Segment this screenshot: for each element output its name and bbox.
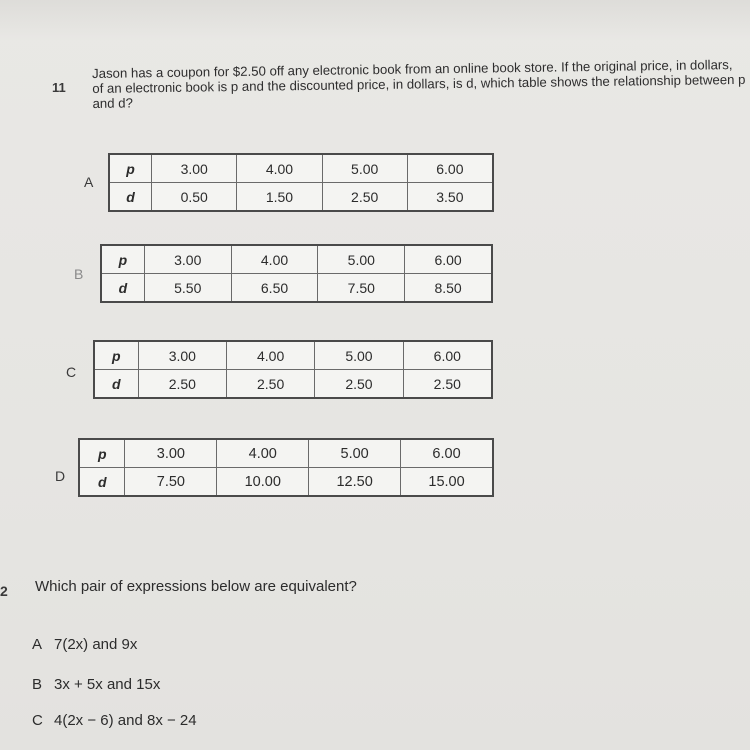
table-row <box>94 370 492 399</box>
question-11-number: 11 <box>52 80 66 95</box>
table-row <box>109 154 493 183</box>
d-cell: 2.50 <box>322 183 407 212</box>
answer-a[interactable] <box>32 636 137 653</box>
p-cell: 4.00 <box>237 154 322 183</box>
d-cell: 5.50 <box>144 274 231 303</box>
answer-b-letter: B <box>32 676 43 693</box>
p-cell: 6.00 <box>407 154 493 183</box>
option-d-table[interactable] <box>78 438 494 497</box>
answer-a-letter: A <box>32 636 43 653</box>
p-cell: 5.00 <box>315 341 403 370</box>
d-cell: 6.50 <box>231 274 318 303</box>
p-cell: 5.00 <box>318 245 405 274</box>
p-cell: 4.00 <box>231 245 318 274</box>
table-row <box>79 439 493 468</box>
p-cell: 3.00 <box>138 341 226 370</box>
d-cell: 2.50 <box>315 370 403 399</box>
table-row <box>101 274 492 303</box>
answer-c[interactable] <box>32 712 197 729</box>
p-cell: 6.00 <box>405 245 492 274</box>
d-cell: 3.50 <box>407 183 493 212</box>
answer-c-letter: C <box>32 712 43 729</box>
p-cell: 3.00 <box>144 245 231 274</box>
d-cell: 0.50 <box>152 183 237 212</box>
table-row <box>109 183 493 212</box>
option-b-table[interactable] <box>100 244 493 303</box>
d-cell: 12.50 <box>309 468 401 497</box>
d-cell: 8.50 <box>405 274 492 303</box>
d-label: d <box>94 370 138 399</box>
p-cell: 4.00 <box>226 341 314 370</box>
d-label: d <box>101 274 144 303</box>
d-cell: 7.50 <box>318 274 405 303</box>
question-12-number: 2 <box>0 583 8 599</box>
d-cell: 7.50 <box>125 468 217 497</box>
d-cell: 2.50 <box>226 370 314 399</box>
answer-b[interactable] <box>32 676 160 693</box>
option-c-letter[interactable]: C <box>66 364 77 380</box>
p-label: p <box>79 439 125 468</box>
question-11-text: Jason has a coupon for $2.50 off any electronic book from an online book store. If the original price, in dollars, of an electronic book is p and the discounted price, in dollars, is d, which table shows the relationship between p and d? <box>92 57 746 111</box>
table-row <box>79 468 493 497</box>
option-a-table[interactable] <box>108 153 494 212</box>
option-d-letter[interactable]: D <box>55 468 66 484</box>
d-cell: 2.50 <box>138 370 226 399</box>
d-cell: 10.00 <box>217 468 309 497</box>
d-cell: 15.00 <box>401 468 493 497</box>
p-cell: 3.00 <box>125 439 217 468</box>
d-cell: 1.50 <box>237 183 322 212</box>
p-label: p <box>94 341 138 370</box>
d-cell: 2.50 <box>403 370 492 399</box>
question-12-text: Which pair of expressions below are equivalent? <box>35 578 357 595</box>
table-row <box>101 245 492 274</box>
option-a-letter[interactable]: A <box>84 174 94 190</box>
option-c-table[interactable] <box>93 340 493 399</box>
option-b-letter[interactable]: B <box>74 266 84 282</box>
p-cell: 6.00 <box>401 439 493 468</box>
page-shadow <box>0 0 750 40</box>
d-label: d <box>109 183 152 212</box>
table-row <box>94 341 492 370</box>
answer-b-text: 3x + 5x and 15x <box>54 676 161 693</box>
p-cell: 5.00 <box>309 439 401 468</box>
p-label: p <box>101 245 144 274</box>
p-cell: 5.00 <box>322 154 407 183</box>
answer-c-text: 4(2x − 6) and 8x − 24 <box>54 712 197 729</box>
p-cell: 4.00 <box>217 439 309 468</box>
p-cell: 6.00 <box>403 341 492 370</box>
p-cell: 3.00 <box>152 154 237 183</box>
d-label: d <box>79 468 125 497</box>
answer-a-text: 7(2x) and 9x <box>54 636 138 653</box>
p-label: p <box>109 154 152 183</box>
